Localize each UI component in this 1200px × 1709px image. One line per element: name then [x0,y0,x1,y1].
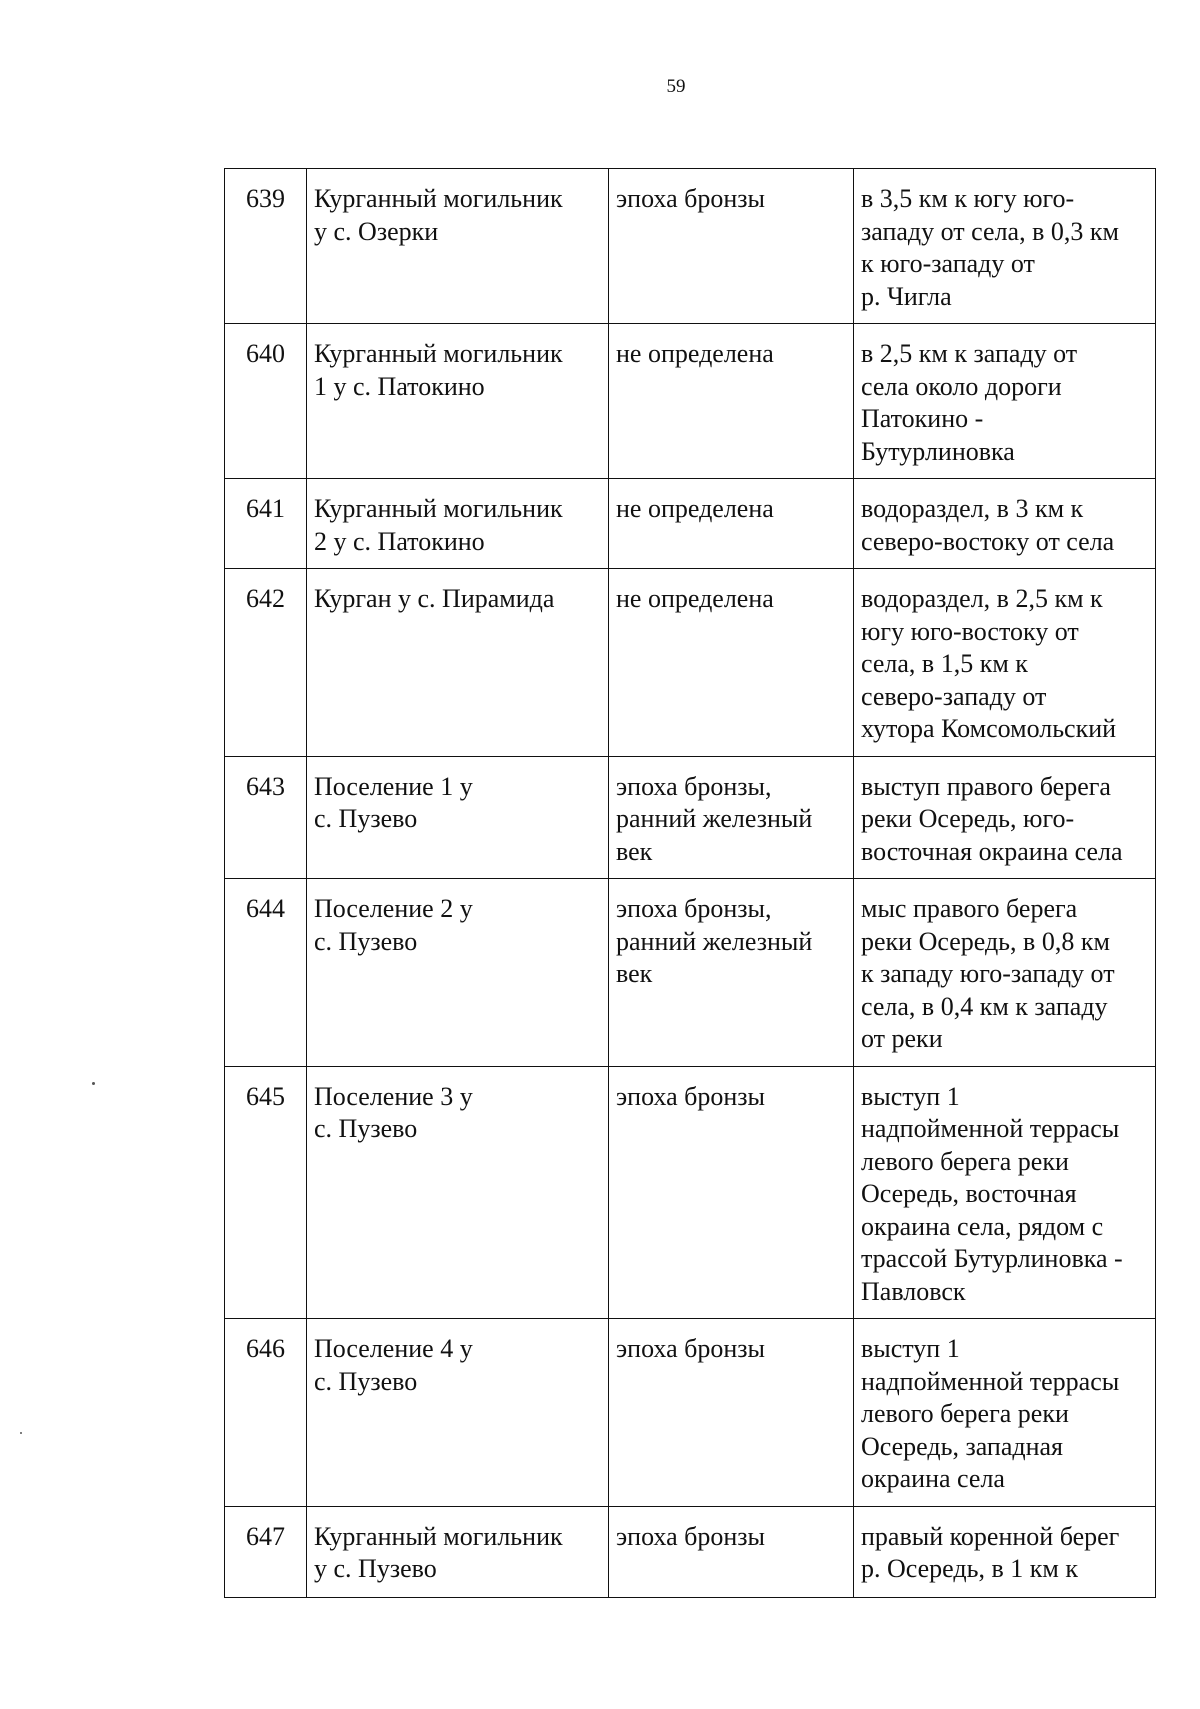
table-row [225,324,1156,479]
epoch-cell [609,1066,854,1319]
epoch: эпоха бронзы, ранний железный век [616,771,813,866]
location-cell [854,1319,1156,1507]
row-number: 641 [246,494,285,523]
site-name: Курганный могильник у с. Озерки [314,184,563,246]
row-number-cell [225,169,307,324]
location: в 2,5 км к западу от села около дороги Патокино - Бутурлиновка [861,339,1078,466]
epoch-cell [609,879,854,1067]
location-cell [854,1506,1156,1597]
table-row [225,169,1156,324]
site-name: Курганный могильник у с. Пузево [314,1521,563,1583]
epoch-cell [609,1319,854,1507]
row-number: 646 [246,1334,285,1363]
epoch: эпоха бронзы [616,184,766,213]
row-number: 643 [246,771,285,801]
table-row [225,1506,1156,1597]
row-number: 644 [246,894,285,923]
row-number-cell [225,1506,307,1597]
location: выступ 1 надпойменной террасы левого берега реки Осередь, западная окраина села [861,1334,1120,1493]
site-name-cell [307,1506,609,1597]
table-row [225,479,1156,569]
row-number-cell [225,756,307,879]
table-row [225,569,1156,757]
site-name-cell [307,569,609,757]
location: выступ 1 надпойменной террасы левого берега реки Осередь, восточная окраина села, рядом с трассой Бутурлиновка - Павловск [861,1081,1123,1306]
row-number-cell [225,569,307,757]
table-body [225,169,1156,1598]
scan-speck [20,1432,22,1434]
row-number-cell [225,479,307,569]
site-name-cell [307,324,609,479]
site-name: Поселение 2 у с. Пузево [314,894,473,956]
epoch: не определена [616,339,774,368]
location: правый коренной берег р. Осередь, в 1 км к [861,1521,1120,1583]
site-name: Поселение 1 у с. Пузево [314,771,473,833]
table-row [225,756,1156,879]
location-cell [854,324,1156,479]
location-cell [854,756,1156,879]
location: в 3,5 км к югу юго- западу от села, в 0,3 км к юго-западу от р. Чигла [861,184,1119,311]
epoch-cell [609,756,854,879]
epoch: не определена [616,584,774,613]
epoch-cell [609,479,854,569]
epoch-cell [609,169,854,324]
site-name: Курганный могильник 2 у с. Патокино [314,494,563,556]
row-number-cell [225,1066,307,1319]
site-name: Поселение 4 у с. Пузево [314,1334,473,1396]
epoch-cell [609,324,854,479]
epoch-cell [609,1506,854,1597]
epoch: эпоха бронзы [616,1081,766,1111]
epoch: эпоха бронзы [616,1334,766,1363]
site-name: Курганный могильник 1 у с. Патокино [314,339,563,401]
table-row [225,1319,1156,1507]
row-number: 640 [246,339,285,368]
location: водораздел, в 3 км к северо-востоку от села [861,494,1115,556]
site-name-cell [307,879,609,1067]
epoch: эпоха бронзы [616,1521,766,1551]
location-cell [854,479,1156,569]
table-row [225,1066,1156,1319]
epoch: не определена [616,494,774,523]
row-number-cell [225,1319,307,1507]
site-name-cell [307,169,609,324]
location: мыс правого берега реки Осередь, в 0,8 км к западу юго-западу от села, в 0,4 км к западу от реки [861,894,1115,1053]
site-name: Поселение 3 у с. Пузево [314,1081,473,1143]
site-name-cell [307,1319,609,1507]
epoch: эпоха бронзы, ранний железный век [616,894,813,988]
row-number-cell [225,879,307,1067]
epoch-cell [609,569,854,757]
site-name-cell [307,1066,609,1319]
location: выступ правого берега реки Осередь, юго- восточная окраина села [861,771,1123,866]
table-row [225,879,1156,1067]
site-name: Курган у с. Пирамида [314,584,555,613]
row-number: 639 [246,184,285,213]
page-number: 59 [666,76,686,97]
location-cell [854,1066,1156,1319]
row-number-cell [225,324,307,479]
scan-speck [92,1082,95,1085]
location: водораздел, в 2,5 км к югу юго-востоку от села, в 1,5 км к северо-западу от хутора Комсомольский [861,584,1117,743]
location-cell [854,169,1156,324]
site-name-cell [307,479,609,569]
location-cell [854,569,1156,757]
location-cell [854,879,1156,1067]
site-name-cell [307,756,609,879]
row-number: 647 [246,1521,285,1551]
heritage-sites-table [224,168,1156,1598]
row-number: 642 [246,584,285,613]
row-number: 645 [246,1081,285,1111]
